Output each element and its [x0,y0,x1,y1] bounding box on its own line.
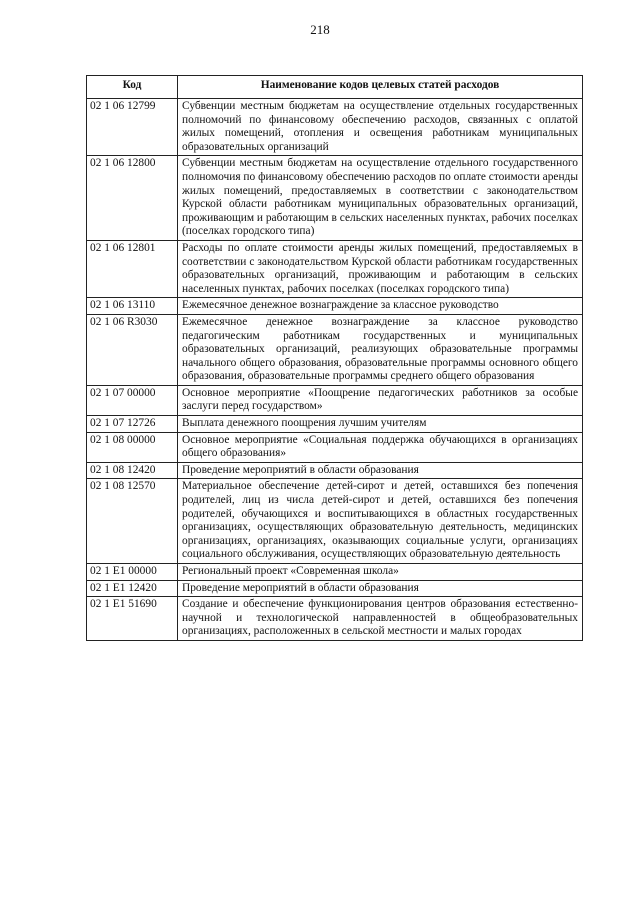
table-row [87,99,583,156]
row-code: 02 1 06 R3030 [87,314,178,385]
row-name: Расходы по оплате стоимости аренды жилых помещений, предоставляемых в соответствии с законодательством Курской области работникам государственных образовательных организаций, проживающим и работающим в сельских населенных пунктах, рабочих поселках (поселках городского типа) [178,240,583,297]
row-code: 02 1 E1 00000 [87,564,178,581]
row-name: Выплата денежного поощрения лучшим учителям [178,416,583,433]
row-name: Основное мероприятие «Социальная поддержка обучающихся в организациях общего образования» [178,432,583,462]
row-code: 02 1 06 12801 [87,240,178,297]
row-name: Ежемесячное денежное вознаграждение за классное руководство [178,298,583,315]
row-name: Ежемесячное денежное вознаграждение за классное руководство педагогическим работникам государственных и муниципальных образовательных организаций, реализующих образовательные программы начального общего образования, образовательные программы основного общего образования, образовательные программы среднего общего образования [178,314,583,385]
row-name: Региональный проект «Современная школа» [178,564,583,581]
row-name: Основное мероприятие «Поощрение педагогических работников за особые заслуги перед государством» [178,385,583,415]
table-row [87,564,583,581]
row-code: 02 1 06 13110 [87,298,178,315]
row-name: Материальное обеспечение детей-сирот и детей, оставшихся без попечения родителей, лиц из числа детей-сирот и детей, оставшихся без попечения родителей, обучающихся и воспитывающихся в областных государственных организациях, осуществляющих образовательную деятельность, медицинских организациях, организациях, оказывающих социальные услуги, организациях социального обслуживания, осуществляющих образовательную деятельность [178,479,583,564]
row-name: Субвенции местным бюджетам на осуществление отдельного государственного полномочия по финансовому обеспечению расходов по оплате стоимости аренды жилых помещений, предоставляемых в соответствии с законодательством Курской области работникам муниципальных образовательных организаций, проживающим и работающим в сельских населенных пунктах, рабочих поселках (поселках городского типа) [178,156,583,241]
row-code: 02 1 08 12570 [87,479,178,564]
table-row [87,597,583,641]
table-row [87,416,583,433]
table-row [87,314,583,385]
row-code: 02 1 E1 51690 [87,597,178,641]
row-code: 02 1 E1 12420 [87,580,178,597]
table-row [87,580,583,597]
row-code: 02 1 07 12726 [87,416,178,433]
row-code: 02 1 08 00000 [87,432,178,462]
table-row [87,462,583,479]
table-row [87,385,583,415]
row-code: 02 1 07 00000 [87,385,178,415]
row-name: Проведение мероприятий в области образования [178,580,583,597]
row-name: Создание и обеспечение функционирования центров образования естественно-научной и технологической направленностей в общеобразовательных организациях, расположенных в сельской местности и малых городах [178,597,583,641]
table-row [87,240,583,297]
row-name: Субвенции местным бюджетам на осуществление отдельных государственных полномочий по финансовому обеспечению расходов, связанных с оплатой жилых помещений, отопления и освещения работникам муниципальных образовательных организаций [178,99,583,156]
page-number: 218 [310,22,330,37]
header-code: Код [87,76,178,99]
table-header-row [87,76,583,99]
table-body [87,99,583,641]
table-row [87,298,583,315]
row-name: Проведение мероприятий в области образования [178,462,583,479]
table-row [87,479,583,564]
table-row [87,156,583,241]
row-code: 02 1 06 12799 [87,99,178,156]
header-name: Наименование кодов целевых статей расходов [178,76,583,99]
table-row [87,432,583,462]
row-code: 02 1 08 12420 [87,462,178,479]
row-code: 02 1 06 12800 [87,156,178,241]
target-article-codes-table [86,75,583,641]
